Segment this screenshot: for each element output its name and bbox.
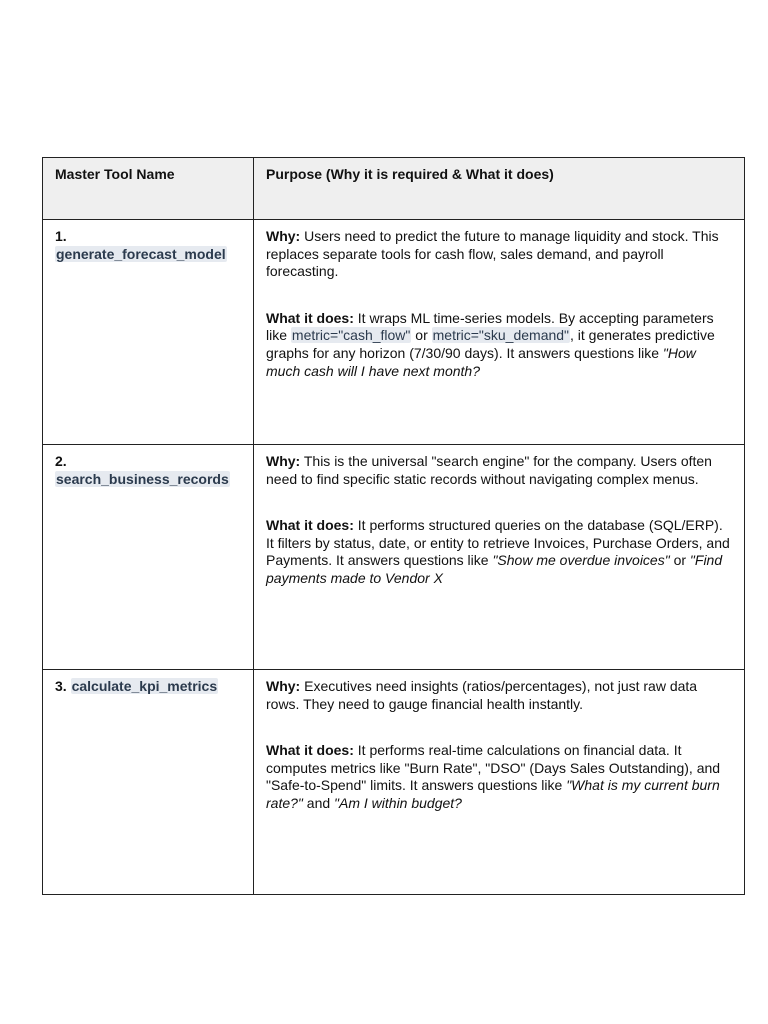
example-question: "How much cash will I have next month?	[266, 344, 696, 379]
what-paragraph	[266, 742, 732, 812]
table-row	[43, 220, 745, 445]
code-param: metric="sku_demand"	[432, 327, 570, 344]
tool-name: search_business_records	[56, 470, 229, 487]
purpose-cell	[254, 220, 745, 445]
example-question: "What is my current burn rate?"	[266, 777, 720, 811]
why-label: Why:	[266, 678, 301, 694]
code-param: metric="cash_flow"	[291, 327, 411, 344]
tools-table	[42, 157, 745, 895]
tool-name-cell	[43, 670, 254, 895]
tool-name: calculate_kpi_metrics	[71, 678, 218, 694]
purpose-cell	[254, 445, 745, 670]
what-text: or	[411, 327, 432, 344]
what-text: It performs real-time calculations on financial data. It computes metrics like "Burn Rate", "DSO" (Days Sales Outstanding), and "Safe-to-Spend" limits. It answers questions like	[266, 742, 721, 794]
what-label: What it does:	[266, 742, 354, 759]
tool-name-cell	[43, 445, 254, 670]
what-text: It performs structured queries on the database (SQL/ERP). It filters by status, date, or entity to retrieve Invoices, Purchase Orders, and Payments. It answers questions like	[266, 517, 730, 569]
what-paragraph	[266, 310, 732, 380]
tool-number: 1.	[55, 228, 67, 244]
purpose-cell	[254, 670, 745, 895]
tool-name-cell	[43, 220, 254, 445]
why-paragraph	[266, 228, 732, 281]
header-master-tool-name: Master Tool Name	[43, 158, 254, 220]
why-paragraph	[266, 453, 732, 488]
what-label: What it does:	[266, 309, 354, 326]
tool-name: generate_forecast_model	[56, 245, 226, 262]
what-text: It wraps ML time-series models. By accepting parameters like	[266, 309, 714, 344]
what-label: What it does:	[266, 517, 354, 534]
example-question: "Am I within budget?	[334, 794, 462, 811]
what-text: or	[669, 552, 690, 569]
tool-number: 3.	[55, 678, 67, 694]
why-text: Executives need insights (ratios/percentages), not just raw data rows. They need to gauge financial health instantly.	[266, 678, 698, 712]
why-label: Why:	[266, 228, 301, 244]
what-text: , it generates predictive graphs for any horizon (7/30/90 days). It answers questions like	[266, 327, 715, 361]
header-purpose: Purpose (Why it is required & What it does)	[254, 158, 745, 220]
why-text: Users need to predict the future to manage liquidity and stock. This replaces separate tools for cash flow, sales demand, and payroll forecasting.	[266, 228, 719, 280]
what-paragraph	[266, 517, 732, 587]
example-question: "Show me overdue invoices"	[492, 552, 670, 569]
why-text: This is the universal "search engine" for the company. Users often need to find specific static records without navigating complex menus.	[266, 453, 712, 487]
why-label: Why:	[266, 453, 301, 469]
table-row	[43, 445, 745, 670]
tool-number: 2.	[55, 453, 67, 469]
why-paragraph	[266, 678, 732, 713]
table-row	[43, 670, 745, 895]
what-text: and	[302, 794, 335, 811]
example-question: "Find payments made to Vendor X	[266, 552, 723, 586]
table-header-row	[43, 158, 745, 220]
